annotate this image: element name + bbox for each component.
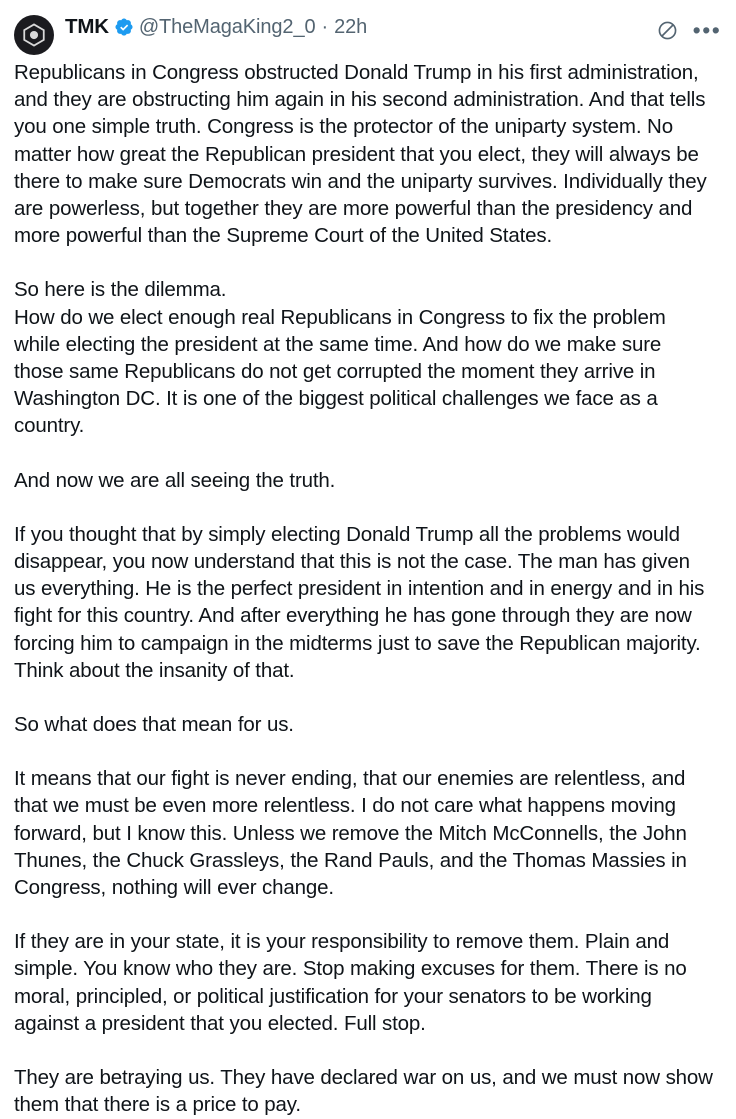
separator: ·	[321, 16, 329, 39]
more-dots-glyph: •••	[692, 17, 722, 43]
more-options-icon[interactable]	[692, 17, 722, 43]
avatar[interactable]	[14, 15, 54, 55]
verified-badge-icon	[114, 17, 134, 37]
post-paragraph: So here is the dilemma.	[14, 278, 227, 302]
post-paragraph: They are betraying us. They have declared war on us, and we must now show them that there is a price to pay.	[14, 1066, 719, 1117]
post-actions	[656, 14, 722, 43]
post-paragraph: If they are in your state, it is your responsibility to remove them. Plain and simple. You know who they are. Stop making excuses for them. There is no moral, principled, or political justification for your senators to be working against a president that you elected. Full stop.	[14, 930, 693, 1035]
not-interested-icon[interactable]	[656, 19, 678, 41]
author-block	[65, 14, 645, 38]
post-paragraph: And now we are all seeing the truth.	[14, 468, 336, 492]
post-paragraph: How do we elect enough real Republicans in Congress to fix the problem while electing the president at the same time. And how do we make sure those same Republicans do not get corrupted the moment they arrive in Washington DC. It is one of the biggest political challenges we face as a country.	[14, 305, 672, 438]
display-name[interactable]: TMK	[65, 15, 109, 38]
author-line	[65, 14, 645, 38]
avatar-icon	[21, 22, 47, 48]
post-paragraph: If you thought that by simply electing Donald Trump all the problems would disappear, you now understand that this is not the case. The man has given us everything. He is the perfect president in intention and in energy and in his fight for this country. And after everything he has gone through they are now forcing him to campaign in the midterms just to save the Republican majority. Think about the insanity of that.	[14, 522, 710, 682]
post-timestamp[interactable]: 22h	[334, 16, 368, 39]
post-header	[14, 14, 722, 55]
author-handle[interactable]: @TheMagaKing2_0	[138, 16, 316, 39]
post-paragraph: Republicans in Congress obstructed Donald Trump in his first administration, and they are obstructing him again in his second administration. And that tells you one simple truth. Congress is the protector of the uniparty system. No matter how great the Republican president that you elect, they will always be there to make sure Democrats win and the uniparty survives. Individually they are powerless, but together they are more powerful than the presidency and more powerful than the Supreme Court of the United States.	[14, 61, 713, 248]
post-paragraph: It means that our fight is never ending, that our enemies are relentless, and that we must be even more relentless. I do not care what happens moving forward, but I know this. Unless we remove the Mitch McConnells, the John Thunes, the Chuck Grassleys, the Rand Pauls, and the Thomas Massies in Congress, nothing will ever change.	[14, 767, 693, 900]
post-paragraph: So what does that mean for us.	[14, 713, 294, 737]
post-body	[14, 59, 718, 1119]
